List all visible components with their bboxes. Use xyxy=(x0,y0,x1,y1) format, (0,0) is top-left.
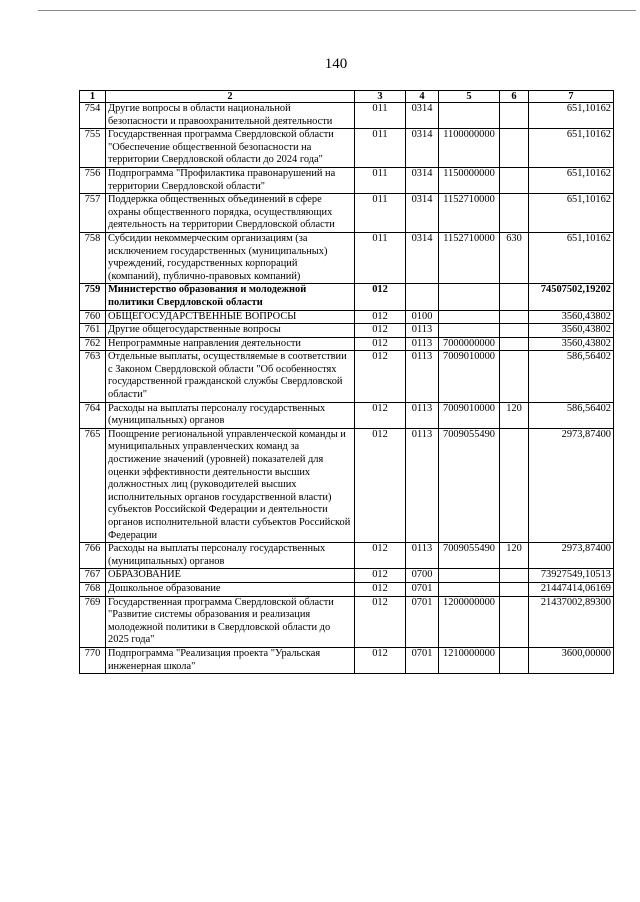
row-name: Поощрение региональной управленческой команды и муниципальных управленческих команд за достижение значений (уровней) показателей для оценки эффективности деятельности высших должностных лиц (руководителей высших исполнительных органов государственной власти) субъектов Российской Федерации и деятельности органов исполнительной власти субъектов Российской Федерации xyxy=(106,428,355,542)
table-row xyxy=(80,194,614,233)
row-amount: 3560,43802 xyxy=(529,310,614,324)
row-amount: 651,10162 xyxy=(529,232,614,283)
row-amount: 651,10162 xyxy=(529,194,614,233)
row-section-code: 0701 xyxy=(406,647,439,673)
row-section-code: 0113 xyxy=(406,337,439,351)
row-number: 763 xyxy=(80,351,106,402)
row-name: Государственная программа Свердловской области "Развитие системы образования и реализация молодежной политики в Свердловской области до 2025 года" xyxy=(106,596,355,647)
row-section-code: 0314 xyxy=(406,167,439,193)
row-amount: 3560,43802 xyxy=(529,324,614,338)
row-amount: 2973,87400 xyxy=(529,543,614,569)
table-row xyxy=(80,596,614,647)
row-expense-type xyxy=(500,351,529,402)
header-col-2: 2 xyxy=(106,91,355,103)
row-name: Поддержка общественных объединений в сфере охраны общественного порядка, осуществляющих деятельность на территории Свердловской области xyxy=(106,194,355,233)
header-col-7: 7 xyxy=(529,91,614,103)
row-target-code: 1150000000 xyxy=(439,167,500,193)
header-col-5: 5 xyxy=(439,91,500,103)
row-target-code: 1152710000 xyxy=(439,232,500,283)
row-expense-type: 120 xyxy=(500,402,529,428)
row-ministry-code: 012 xyxy=(355,310,406,324)
row-ministry-code: 011 xyxy=(355,129,406,168)
row-name: Расходы на выплаты персоналу государственных (муниципальных) органов xyxy=(106,402,355,428)
row-number: 758 xyxy=(80,232,106,283)
table-row xyxy=(80,402,614,428)
row-target-code: 7009010000 xyxy=(439,402,500,428)
row-expense-type xyxy=(500,428,529,542)
table-row xyxy=(80,310,614,324)
row-name: Министерство образования и молодежной политики Свердловской области xyxy=(106,284,355,310)
row-amount: 73927549,10513 xyxy=(529,569,614,583)
row-ministry-code: 012 xyxy=(355,582,406,596)
row-number: 760 xyxy=(80,310,106,324)
row-section-code: 0700 xyxy=(406,569,439,583)
table-row xyxy=(80,428,614,542)
row-ministry-code: 012 xyxy=(355,428,406,542)
row-target-code xyxy=(439,569,500,583)
row-number: 769 xyxy=(80,596,106,647)
row-expense-type xyxy=(500,337,529,351)
row-section-code: 0701 xyxy=(406,596,439,647)
row-target-code: 7000000000 xyxy=(439,337,500,351)
row-name: ОБРАЗОВАНИЕ xyxy=(106,569,355,583)
row-ministry-code: 011 xyxy=(355,103,406,129)
row-ministry-code: 012 xyxy=(355,569,406,583)
row-name: Подпрограмма "Реализация проекта "Уральская инженерная школа" xyxy=(106,647,355,673)
table-row xyxy=(80,647,614,673)
row-ministry-code: 011 xyxy=(355,194,406,233)
budget-table xyxy=(79,90,614,674)
row-name: Непрограммные направления деятельности xyxy=(106,337,355,351)
row-expense-type xyxy=(500,324,529,338)
row-expense-type xyxy=(500,596,529,647)
row-section-code: 0314 xyxy=(406,194,439,233)
row-number: 759 xyxy=(80,284,106,310)
row-name: Отдельные выплаты, осуществляемые в соответствии с Законом Свердловской области "Об особенностях государственной гражданской службы Свердловской области" xyxy=(106,351,355,402)
row-target-code: 7009055490 xyxy=(439,543,500,569)
table-row xyxy=(80,351,614,402)
row-section-code: 0113 xyxy=(406,543,439,569)
row-ministry-code: 012 xyxy=(355,351,406,402)
row-section-code: 0113 xyxy=(406,428,439,542)
row-expense-type xyxy=(500,582,529,596)
row-target-code xyxy=(439,310,500,324)
row-target-code: 1210000000 xyxy=(439,647,500,673)
row-target-code: 1200000000 xyxy=(439,596,500,647)
table-row xyxy=(80,569,614,583)
row-number: 770 xyxy=(80,647,106,673)
row-expense-type xyxy=(500,647,529,673)
row-target-code: 1100000000 xyxy=(439,129,500,168)
header-col-1: 1 xyxy=(80,91,106,103)
row-section-code xyxy=(406,284,439,310)
row-name: Государственная программа Свердловской области "Обеспечение общественной безопасности на территории Свердловской области до 2024 года" xyxy=(106,129,355,168)
row-name: Расходы на выплаты персоналу государственных (муниципальных) органов xyxy=(106,543,355,569)
row-expense-type xyxy=(500,310,529,324)
row-section-code: 0113 xyxy=(406,351,439,402)
row-target-code: 7009055490 xyxy=(439,428,500,542)
row-ministry-code: 012 xyxy=(355,324,406,338)
row-ministry-code: 011 xyxy=(355,167,406,193)
table-row xyxy=(80,232,614,283)
row-name: Субсидии некоммерческим организациям (за исключением государственных (муниципальных) учреждений, государственных корпораций (компаний), публично-правовых компаний) xyxy=(106,232,355,283)
row-expense-type xyxy=(500,194,529,233)
row-ministry-code: 012 xyxy=(355,337,406,351)
row-number: 761 xyxy=(80,324,106,338)
row-number: 755 xyxy=(80,129,106,168)
row-name: Другие общегосударственные вопросы xyxy=(106,324,355,338)
row-number: 765 xyxy=(80,428,106,542)
row-amount: 2973,87400 xyxy=(529,428,614,542)
row-number: 768 xyxy=(80,582,106,596)
header-col-3: 3 xyxy=(355,91,406,103)
row-number: 757 xyxy=(80,194,106,233)
row-name: Подпрограмма "Профилактика правонарушений на территории Свердловской области" xyxy=(106,167,355,193)
row-number: 756 xyxy=(80,167,106,193)
row-ministry-code: 012 xyxy=(355,402,406,428)
row-amount: 586,56402 xyxy=(529,402,614,428)
table-row xyxy=(80,337,614,351)
table-row xyxy=(80,103,614,129)
row-expense-type: 120 xyxy=(500,543,529,569)
row-ministry-code: 011 xyxy=(355,232,406,283)
row-amount: 3600,00000 xyxy=(529,647,614,673)
row-name: ОБЩЕГОСУДАРСТВЕННЫЕ ВОПРОСЫ xyxy=(106,310,355,324)
header-col-4: 4 xyxy=(406,91,439,103)
row-section-code: 0314 xyxy=(406,103,439,129)
row-expense-type xyxy=(500,129,529,168)
row-section-code: 0100 xyxy=(406,310,439,324)
row-name: Другие вопросы в области национальной безопасности и правоохранительной деятельности xyxy=(106,103,355,129)
row-amount: 651,10162 xyxy=(529,167,614,193)
row-ministry-code: 012 xyxy=(355,596,406,647)
header-col-6: 6 xyxy=(500,91,529,103)
row-expense-type xyxy=(500,284,529,310)
row-target-code: 1152710000 xyxy=(439,194,500,233)
row-number: 767 xyxy=(80,569,106,583)
table-row xyxy=(80,284,614,310)
row-section-code: 0701 xyxy=(406,582,439,596)
table-row xyxy=(80,167,614,193)
row-amount: 651,10162 xyxy=(529,129,614,168)
row-name: Дошкольное образование xyxy=(106,582,355,596)
row-number: 762 xyxy=(80,337,106,351)
row-amount: 651,10162 xyxy=(529,103,614,129)
table-row xyxy=(80,582,614,596)
row-amount: 3560,43802 xyxy=(529,337,614,351)
table-row xyxy=(80,324,614,338)
row-target-code xyxy=(439,103,500,129)
row-target-code xyxy=(439,582,500,596)
row-number: 764 xyxy=(80,402,106,428)
row-amount: 74507502,19202 xyxy=(529,284,614,310)
row-section-code: 0314 xyxy=(406,232,439,283)
top-rule xyxy=(38,10,636,11)
table-header-row xyxy=(80,91,614,103)
row-target-code xyxy=(439,284,500,310)
table-row xyxy=(80,129,614,168)
row-expense-type: 630 xyxy=(500,232,529,283)
table-row xyxy=(80,543,614,569)
row-section-code: 0113 xyxy=(406,324,439,338)
row-amount: 21437002,89300 xyxy=(529,596,614,647)
row-target-code xyxy=(439,324,500,338)
row-ministry-code: 012 xyxy=(355,647,406,673)
row-expense-type xyxy=(500,103,529,129)
row-section-code: 0314 xyxy=(406,129,439,168)
row-target-code: 7009010000 xyxy=(439,351,500,402)
row-amount: 586,56402 xyxy=(529,351,614,402)
row-amount: 21447414,06169 xyxy=(529,582,614,596)
row-number: 766 xyxy=(80,543,106,569)
row-expense-type xyxy=(500,569,529,583)
row-expense-type xyxy=(500,167,529,193)
row-ministry-code: 012 xyxy=(355,543,406,569)
row-ministry-code: 012 xyxy=(355,284,406,310)
row-section-code: 0113 xyxy=(406,402,439,428)
row-number: 754 xyxy=(80,103,106,129)
page-number: 140 xyxy=(324,56,348,72)
